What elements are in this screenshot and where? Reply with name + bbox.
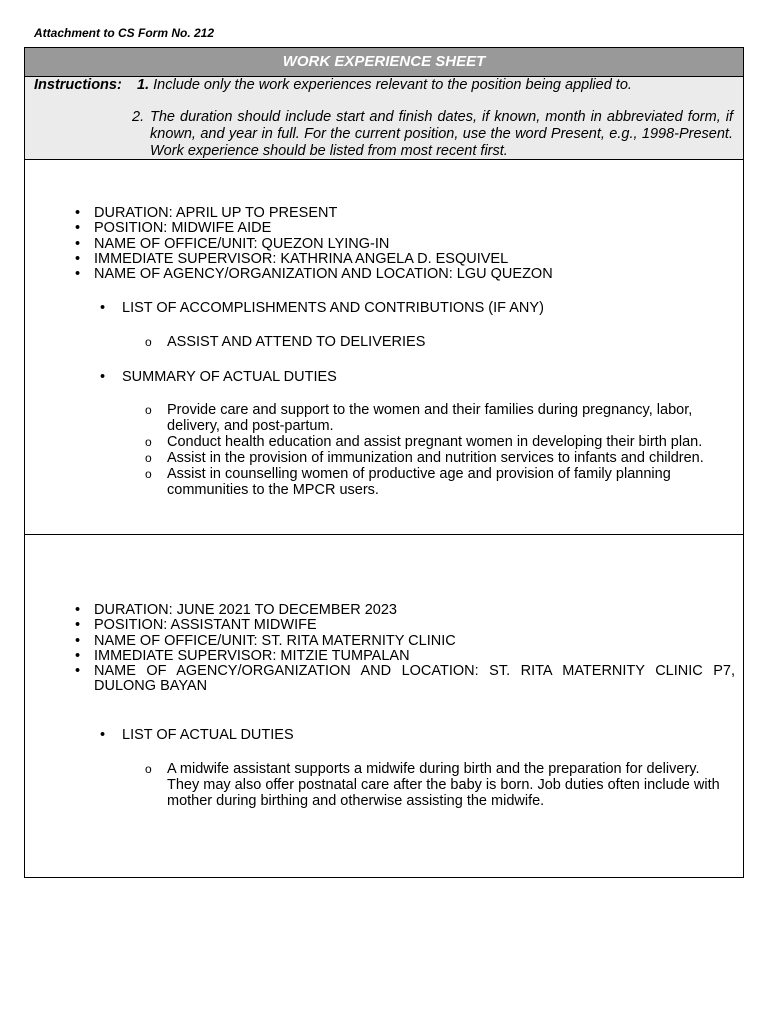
list-item: • POSITION: MIDWIFE AIDE [75,220,272,237]
list-item: • NAME OF OFFICE/UNIT: ST. RITA MATERNITY CLINIC [75,632,456,649]
list-item: • NAME OF OFFICE/UNIT: QUEZON LYING-IN [75,235,390,252]
instruction-1: 1. Include only the work experiences relevant to the position being applied to. [137,77,632,93]
instructions-box [25,77,743,160]
list-item: • IMMEDIATE SUPERVISOR: MITZIE TUMPALAN [75,647,410,664]
list-item: • IMMEDIATE SUPERVISOR: KATHRINA ANGELA D. ESQUIVEL [75,250,509,267]
experience-entry-2: • DURATION: JUNE 2021 TO DECEMBER 2023 • POSITION: ASSISTANT MIDWIFE • NAME OF OFFICE/UNIT: ST. RITA MATERNITY CLINIC • IMMEDIATE SUPERVISOR: MITZIE TUMPALAN • NAME OF AGENCY/ORGANIZATION AND LOCATION: ST. RITA MATERNITY CLINIC P7, DULONG BAYAN • LIST OF ACTUAL DUTIES o A midwife assistant supports a midwife during birth and the preparation for delivery. They may also offer postnatal care after the baby is born. Job duties often include with mother during birthing and otherwise assisting the midwife. [25,535,743,878]
accomplishments-list [25,334,743,350]
list-item: o Provide care and support to the women and their families during pregnancy, labor, delivery, and post-partum. [145,402,693,434]
experience-entry-1: • DURATION: APRIL UP TO PRESENT • POSITION: MIDWIFE AIDE • NAME OF OFFICE/UNIT: QUEZON LYING-IN • IMMEDIATE SUPERVISOR: KATHRINA ANGELA D. ESQUIVEL • NAME OF AGENCY/ORGANIZATION AND LOCATION: LGU QUEZON • LIST OF ACCOMPLISHMENTS AND CONTRIBUTIONS (IF ANY) o ASSIST AND ATTEND TO DELIVERIES • SUMMARY OF ACTUAL DUTIES o Provide care and support to the women and their families during pregnancy, labor, delivery, and post-partum. o Conduct health education and assist pregnant women in developing their birth plan. o Assist in the provision of immunization and nutrition services to infants and children. o Assist in counselling women of productive age and provision of family planning communities to the MPCR users. [25,160,743,535]
duties-list [25,402,743,498]
list-item: • NAME OF AGENCY/ORGANIZATION AND LOCATION: LGU QUEZON [75,266,553,283]
sheet-title: WORK EXPERIENCE SHEET [25,48,743,77]
instruction-2: 2. The duration should include start and finish dates, if known, month in abbreviated form, if known, and year in full. For the current position, use the word Present, e.g., 1998-Present. Work experience should be listed from most recent first. [132,109,733,159]
attachment-label: Attachment to CS Form No. 212 [34,26,215,40]
work-experience-sheet [24,47,744,878]
list-item: • DURATION: JUNE 2021 TO DECEMBER 2023 [75,602,397,618]
list-item: o Conduct health education and assist pregnant women in developing their birth plan. [145,434,703,450]
experience-1-details [25,206,743,282]
list-item: • DURATION: APRIL UP TO PRESENT [75,205,338,221]
experience-2-details [25,603,743,695]
list-item: o A midwife assistant supports a midwife during birth and the preparation for delivery. They may also offer postnatal care after the baby is born. Job duties often include with mother during birthing and otherwise assisting the midwife. [145,761,720,809]
list-item: o Assist in the provision of immunization and nutrition services to infants and children. [145,450,704,466]
list-item: • NAME OF AGENCY/ORGANIZATION AND LOCATION: ST. RITA MATERNITY CLINIC P7, DULONG BAYAN [75,663,735,695]
instructions-label: Instructions: [34,77,122,93]
list-item: • POSITION: ASSISTANT MIDWIFE [75,617,317,634]
list-item: o ASSIST AND ATTEND TO DELIVERIES [145,334,426,350]
list-item: o Assist in counselling women of productive age and provision of family planning communities to the MPCR users. [145,466,671,498]
actual-duties-list [25,761,743,809]
